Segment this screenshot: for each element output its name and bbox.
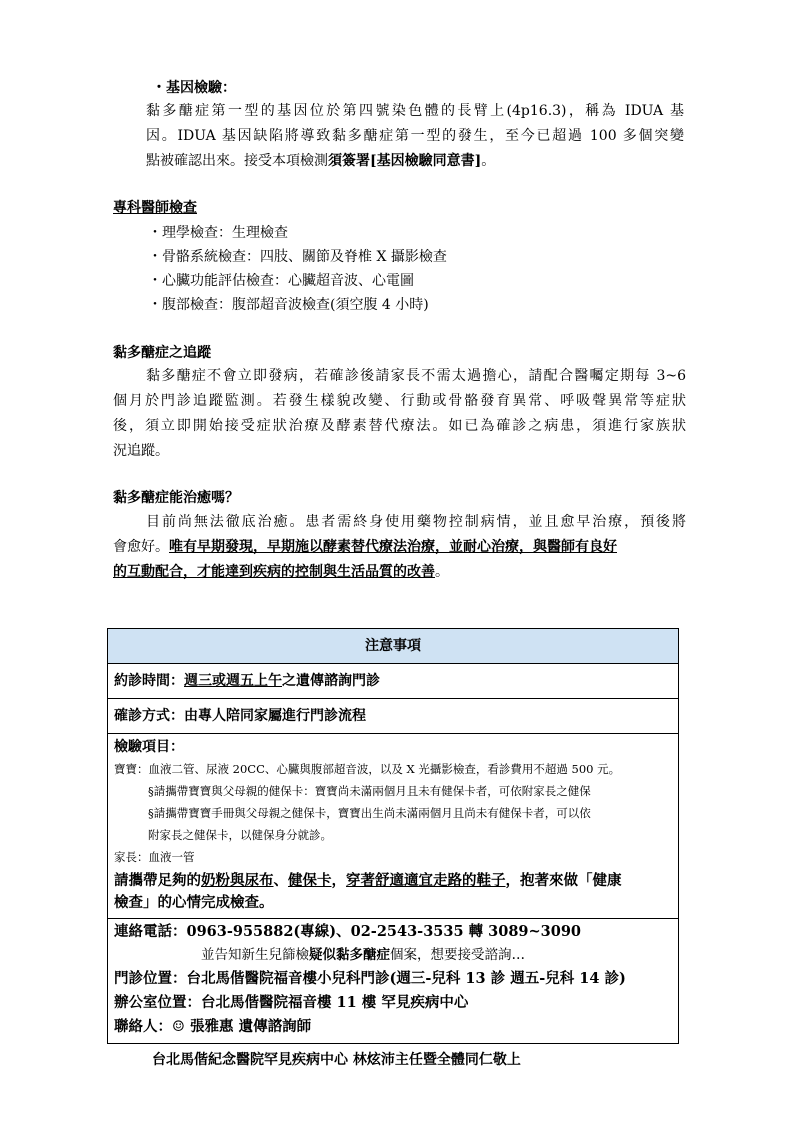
parent-tests: 家長：血液一管 [114, 850, 195, 864]
suspected-mps: 疑似黏多醣症 [309, 947, 390, 963]
cure-line-2 [113, 537, 617, 557]
consent-requirement: 須簽署[基因檢驗同意書] [328, 153, 482, 169]
gene-test-line-3-text: 點被確認出來。接受本項檢測 [146, 153, 328, 169]
appointment-label: 約診時間： [114, 673, 184, 689]
bring-items-cont: 檢查」的心情完成檢查。 [114, 894, 274, 911]
gene-test-line-1: 黏多醣症第一型的基因位於第四號染色體的長臂上(4p16.3)，稱為 IDUA 基 [146, 103, 684, 119]
confirm-row [108, 698, 678, 733]
contact-note [114, 943, 672, 967]
bring-milk-diapers: 奶粉與尿布 [201, 872, 274, 889]
bring-items [114, 870, 672, 892]
specialist-item: ・腹部檢查：腹部超音波檢查(須空腹 4 小時) [148, 297, 429, 313]
appointment-time: 週三或週五上午 [184, 673, 282, 689]
contact-phone: 連絡電話：0963-955882(專線)、02-2543-3535 轉 3089~3090 [114, 923, 582, 940]
note-2: §請攜帶寶寶手冊與父母親之健保卡，寶寶出生尚未滿兩個月且尚未有健保卡者，可以依 [148, 806, 591, 820]
gene-test-line-2: 因。IDUA 基因缺陷將導致黏多醣症第一型的發生，至今已超過 100 多個突變 [146, 128, 684, 144]
specialist-item: ・理學檢查：生理檢查 [148, 225, 288, 241]
gene-test-line-3-end: 。 [481, 153, 496, 169]
followup-line-1: 黏多醣症不會立即發病，若確診後請家長不需太過擔心，請配合醫囑定期每 3~6 [146, 368, 686, 384]
followup-line-4: 況追蹤。 [113, 443, 169, 459]
gene-test-line-3 [146, 151, 495, 171]
confirm-label: 確診方式： [114, 708, 184, 724]
cure-line-1: 目前尚無法徹底治癒。患者需終身使用藥物控制病情，並且愈早治療，預後將 [146, 514, 686, 530]
confirm-method: 由專人陪同家屬進行門診流程 [184, 708, 366, 724]
cure-emphasis: 唯有早期發現，早期施以酵素替代療法治療，並耐心治療，與醫師有良好 [169, 539, 617, 555]
cure-emphasis-cont: 的互動配合，才能達到疾病的控制與生活品質的改善 [113, 564, 435, 580]
followup-heading: 黏多醣症之追蹤 [113, 345, 211, 361]
contact-row [108, 918, 678, 1043]
contact-person-label: 聯絡人： [114, 1018, 172, 1035]
appointment-clinic: 之遺傳諮詢門診 [282, 673, 380, 689]
note-2-cont: 附家長之健保卡，以健保身分就診。 [148, 828, 332, 842]
contact-person: 張雅惠 遺傳諮詢師 [185, 1018, 312, 1035]
contact-note-end: 個案，想要接受諮詢… [390, 947, 525, 963]
specialist-item: ・骨骼系統檢查：四肢、關節及脊椎 X 攝影檢查 [148, 249, 447, 265]
footer-signature: 台北馬偕紀念醫院罕見疾病中心 林炫沛主任暨全體同仁敬上 [152, 1052, 521, 1068]
specialist-item: ・心臟功能評估檢查：心臟超音波、心電圖 [148, 273, 414, 289]
gene-test-heading: ・基因檢驗： [152, 80, 236, 96]
note-1: §請攜帶寶寶與父母親的健保卡：寶寶尚未滿兩個月且未有健保卡者，可依附家長之健保 [148, 784, 591, 798]
smiley-icon: ☺ [172, 1018, 185, 1035]
notice-box [107, 628, 679, 1044]
cure-line-3-end: 。 [435, 564, 449, 580]
test-items-label: 檢驗項目： [114, 739, 184, 755]
office-location: 辦公室位置：台北馬偕醫院福音樓 11 樓 罕見疾病中心 [114, 994, 469, 1011]
notice-title: 注意事項 [108, 629, 678, 663]
bring-text: 請攜帶足夠的 [114, 872, 201, 889]
bring-shoes: 穿著舒適適宜走路的鞋子 [346, 872, 506, 889]
bring-end: ，抱著來做「健康 [505, 872, 622, 889]
specialist-heading: 專科醫師檢查 [113, 200, 197, 216]
followup-line-3: 後，須立即開始接受症狀治療及酵素替代療法。如已為確診之病患，須進行家族狀 [113, 418, 686, 434]
cure-line-2-text: 會愈好。 [113, 539, 169, 555]
bring-sep: 、 [273, 872, 288, 889]
test-items-row [108, 733, 678, 918]
cure-heading: 黏多醣症能治癒嗎？ [113, 490, 239, 506]
followup-line-2: 個月於門診追蹤監測。若發生樣貌改變、行動或骨骼發育異常、呼吸聲異常等症狀 [113, 393, 686, 409]
bring-health-card: 健保卡 [288, 872, 332, 889]
baby-tests: 寶寶：血液二管、尿液 20CC、心臟與腹部超音波，以及 X 光攝影檢查，看診費用不超過 500 元。 [114, 762, 621, 776]
bring-sep-2: ， [331, 872, 346, 889]
contact-person-line [114, 1015, 672, 1039]
appointment-row [108, 663, 678, 698]
clinic-location: 門診位置：台北馬偕醫院福音樓小兒科門診(週三-兒科 13 診 週五-兒科 14 診) [114, 970, 626, 987]
cure-line-3 [113, 562, 449, 582]
contact-note-text: 並告知新生兒篩檢 [201, 947, 309, 963]
